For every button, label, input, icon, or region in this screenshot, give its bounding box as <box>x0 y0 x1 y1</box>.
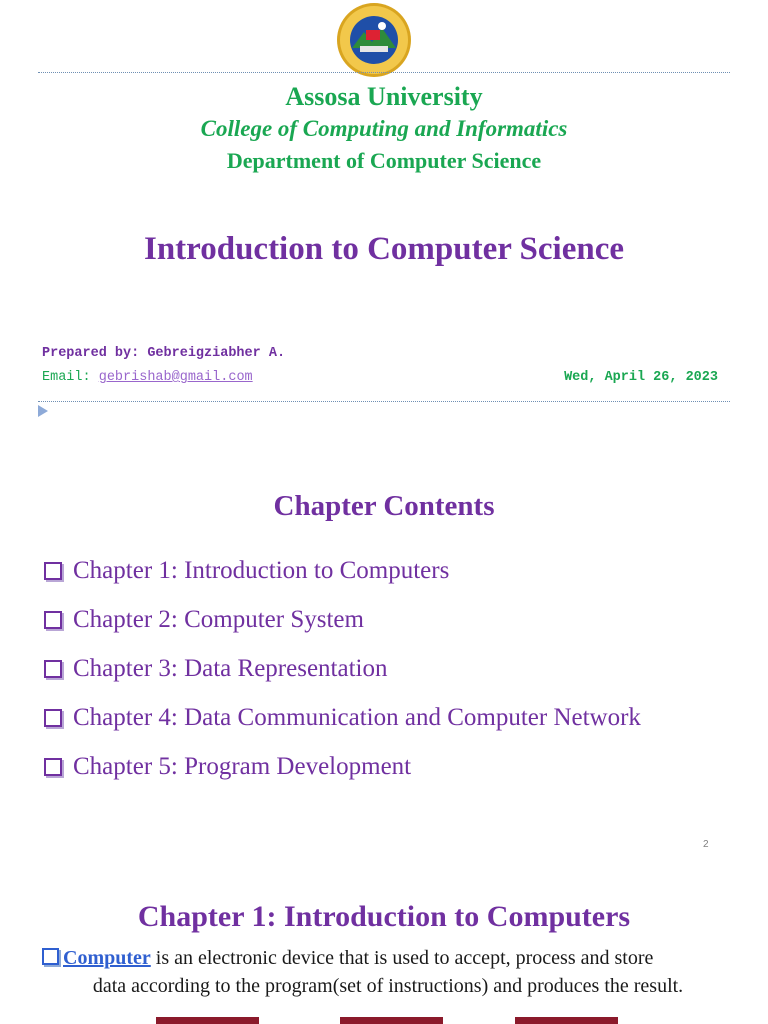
chapter-label: Chapter 5: Program Development <box>73 752 412 780</box>
definition-text-1: is an electronic device that is used to accept, process and store <box>150 947 654 969</box>
list-item <box>44 644 641 693</box>
contents-title: Chapter Contents <box>273 490 495 522</box>
list-item <box>44 595 641 644</box>
definition-text-2: data according to the program(set of instructions) and produces the result. <box>92 975 684 997</box>
play-arrow-icon <box>38 405 48 417</box>
chapter-label: Chapter 4: Data Communication and Computer Network <box>73 703 641 731</box>
checkbox-bullet-icon <box>44 709 62 727</box>
decorative-bar <box>515 1017 618 1024</box>
slide-date: Wed, April 26, 2023 <box>564 370 718 385</box>
chapter1-title: Chapter 1: Introduction to Computers <box>137 900 631 933</box>
footer-divider <box>38 401 730 402</box>
page-number: 2 <box>703 839 709 850</box>
email-label: Email: <box>42 370 91 385</box>
chapter-label: Chapter 1: Introduction to Computers <box>73 556 450 584</box>
chapter-list <box>44 546 641 791</box>
checkbox-bullet-icon <box>44 611 62 629</box>
university-logo <box>336 2 412 78</box>
computer-definition <box>42 944 734 1000</box>
email-line <box>42 370 253 385</box>
course-title: Introduction to Computer Science <box>143 231 624 267</box>
university-name: Assosa University <box>285 82 483 111</box>
keyword-computer: Computer <box>63 947 151 969</box>
list-item <box>44 693 641 742</box>
checkbox-bullet-icon <box>44 562 62 580</box>
header-divider <box>38 72 730 73</box>
checkbox-bullet-icon <box>44 660 62 678</box>
checkbox-bullet-icon <box>44 758 62 776</box>
chapter-label: Chapter 2: Computer System <box>73 605 364 633</box>
department-name: Department of Computer Science <box>226 148 542 173</box>
decorative-bar <box>340 1017 443 1024</box>
list-item <box>44 742 641 791</box>
prepared-by: Prepared by: Gebreigziabher A. <box>42 346 286 361</box>
list-item <box>44 546 641 595</box>
chapter-label: Chapter 3: Data Representation <box>73 654 388 682</box>
checkbox-bullet-icon <box>42 948 59 965</box>
college-name: College of Computing and Informatics <box>200 116 568 141</box>
decorative-bar <box>156 1017 259 1024</box>
email-link[interactable]: gebrishab@gmail.com <box>98 370 253 385</box>
